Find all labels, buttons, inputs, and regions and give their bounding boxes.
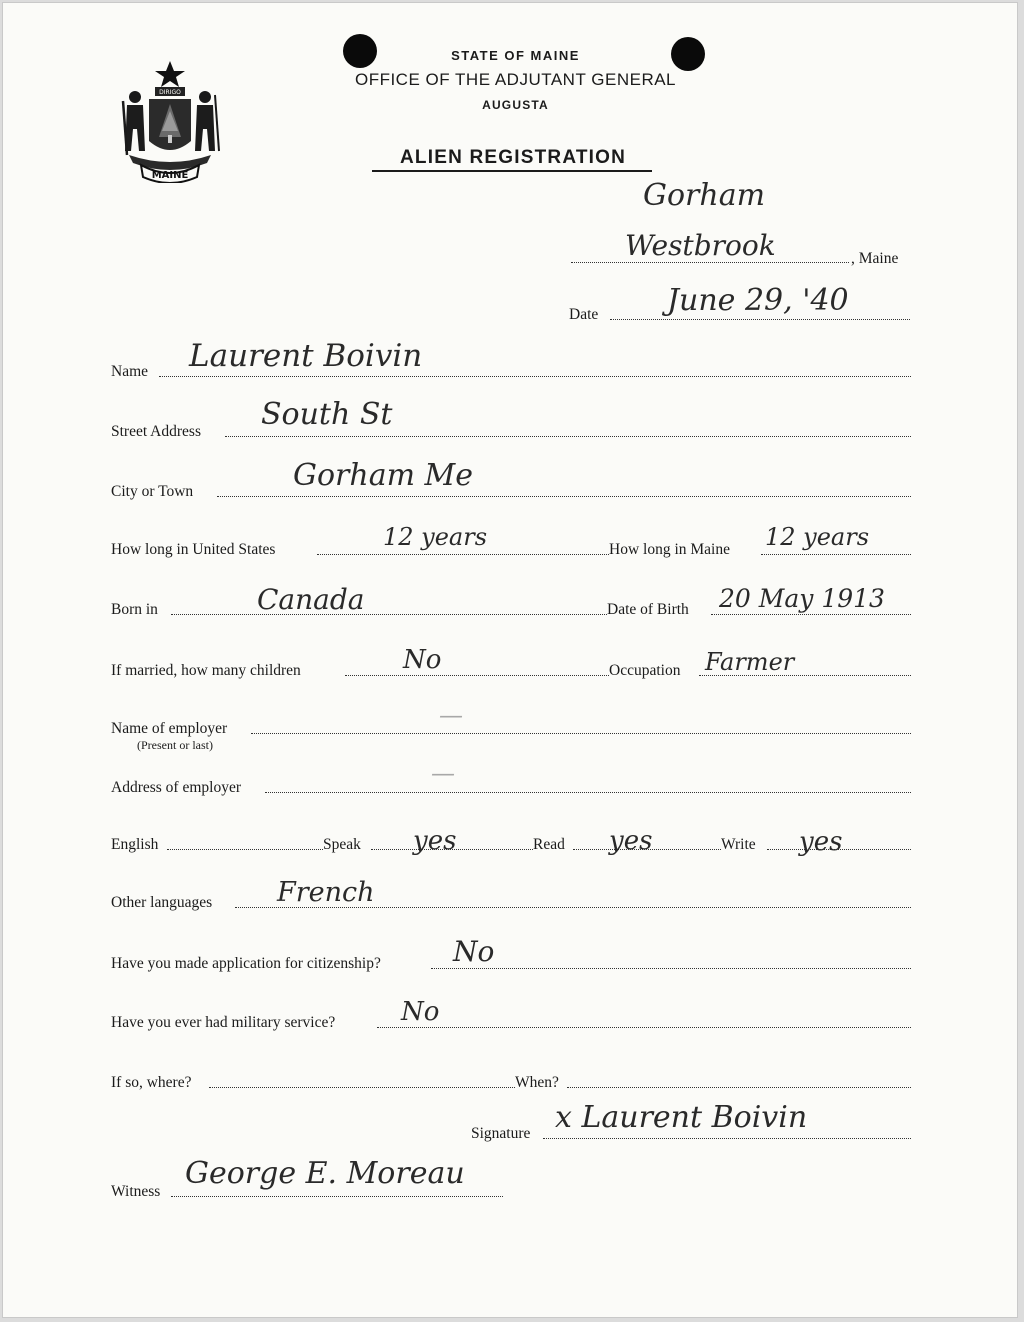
employer-address-label: Address of employer bbox=[111, 779, 241, 796]
signature-value: x Laurent Boivin bbox=[555, 1100, 808, 1135]
form-title: ALIEN REGISTRATION bbox=[399, 147, 627, 168]
english-label: English bbox=[111, 836, 159, 853]
seal-banner: MAINE bbox=[151, 170, 189, 181]
us-duration-line bbox=[317, 554, 609, 555]
name-label: Name bbox=[111, 363, 149, 380]
speak-label: Speak bbox=[323, 836, 361, 853]
speak-value: yes bbox=[413, 826, 457, 856]
witness-line bbox=[171, 1196, 503, 1197]
name-line bbox=[159, 376, 911, 377]
title-underline bbox=[372, 170, 652, 172]
military-service-value: No bbox=[401, 997, 440, 1027]
where-label: If so, where? bbox=[111, 1074, 192, 1091]
children-label: If married, how many children bbox=[111, 662, 301, 679]
citizenship-label: Have you made application for citizenship? bbox=[111, 955, 381, 972]
date-label: Date bbox=[569, 306, 599, 323]
us-duration-label: How long in United States bbox=[111, 541, 276, 558]
born-in-label: Born in bbox=[111, 601, 158, 618]
city-heading: AUGUSTA bbox=[482, 98, 549, 112]
street-address-line bbox=[225, 436, 911, 437]
street-address-label: Street Address bbox=[111, 423, 201, 440]
military-service-line bbox=[377, 1027, 911, 1028]
born-in-value: Canada bbox=[257, 583, 365, 616]
born-in-line bbox=[171, 614, 607, 615]
us-duration-value: 12 years bbox=[383, 523, 488, 551]
city-town-line bbox=[217, 496, 911, 497]
seal-motto: DIRIGO bbox=[159, 89, 181, 96]
other-languages-value: French bbox=[277, 877, 375, 908]
where-line bbox=[209, 1087, 515, 1088]
date-of-birth-line bbox=[711, 614, 911, 615]
date-line bbox=[610, 319, 910, 320]
other-languages-label: Other languages bbox=[111, 894, 213, 911]
when-label: When? bbox=[515, 1074, 559, 1091]
punch-hole-right bbox=[671, 37, 705, 71]
witness-value: George E. Moreau bbox=[185, 1156, 465, 1191]
date-value: June 29, '40 bbox=[667, 283, 849, 318]
when-line bbox=[567, 1087, 911, 1088]
read-label: Read bbox=[533, 836, 565, 853]
witness-label: Witness bbox=[111, 1183, 161, 1200]
children-line bbox=[345, 675, 609, 676]
name-value: Laurent Boivin bbox=[189, 338, 423, 374]
maine-duration-label: How long in Maine bbox=[609, 541, 730, 558]
citizenship-value: No bbox=[453, 935, 495, 968]
maine-state-seal-icon bbox=[115, 59, 225, 183]
employer-label: Name of employer bbox=[111, 720, 228, 737]
date-of-birth-label: Date of Birth bbox=[607, 601, 689, 618]
punch-hole-left bbox=[343, 34, 377, 68]
citizenship-line bbox=[431, 968, 911, 969]
signature-line bbox=[543, 1138, 911, 1139]
employer-address-line bbox=[265, 792, 911, 793]
maine-duration-value: 12 years bbox=[765, 523, 870, 551]
street-address-value: South St bbox=[261, 397, 393, 432]
occupation-label: Occupation bbox=[609, 662, 681, 679]
state-heading: STATE OF MAINE bbox=[451, 48, 580, 63]
registration-form-page bbox=[2, 2, 1018, 1318]
employer-address-value: — bbox=[431, 759, 455, 787]
children-value: No bbox=[403, 645, 442, 675]
employer-value: — bbox=[439, 701, 463, 729]
office-heading: OFFICE OF THE ADJUTANT GENERAL bbox=[354, 70, 677, 89]
date-of-birth-value: 20 May 1913 bbox=[719, 584, 885, 613]
signature-label: Signature bbox=[471, 1125, 531, 1142]
write-value: yes bbox=[799, 827, 843, 857]
write-label: Write bbox=[721, 836, 756, 853]
county-value: Westbrook bbox=[625, 229, 776, 262]
military-service-label: Have you ever had military service? bbox=[111, 1014, 336, 1031]
english-line bbox=[167, 849, 323, 850]
county-line bbox=[571, 262, 849, 263]
city-town-value: Gorham Me bbox=[293, 458, 474, 493]
occupation-value: Farmer bbox=[705, 648, 795, 676]
city-town-label: City or Town bbox=[111, 483, 194, 500]
employer-line bbox=[251, 733, 911, 734]
read-value: yes bbox=[609, 826, 653, 856]
maine-duration-line bbox=[761, 554, 911, 555]
state-suffix-label: , Maine bbox=[851, 250, 899, 267]
town-value: Gorham bbox=[643, 178, 766, 213]
employer-sublabel: (Present or last) bbox=[137, 738, 213, 752]
